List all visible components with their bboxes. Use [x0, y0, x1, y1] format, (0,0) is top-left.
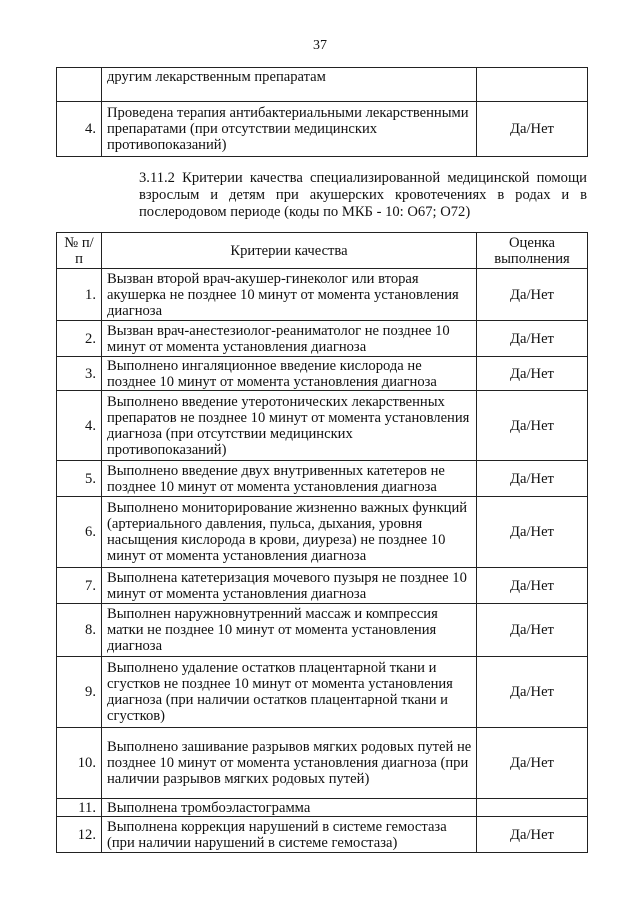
row-number: 5. [57, 461, 102, 497]
row-number: 4. [57, 391, 102, 461]
table-header-row [57, 233, 588, 269]
table-row [57, 657, 588, 728]
evaluation-cell: Да/Нет [477, 728, 588, 799]
table-row [57, 461, 588, 497]
criterion-text: Вызван врач-анестезиолог-реаниматолог не позднее 10 минут от момента установления диагноза [102, 321, 477, 357]
evaluation-cell: Да/Нет [477, 497, 588, 568]
table-row [57, 799, 588, 817]
criterion-text: Выполнен наружновнутренний массаж и компрессия матки не позднее 10 минут от момента установления диагноза [102, 604, 477, 657]
evaluation-cell: Да/Нет [477, 604, 588, 657]
criterion-text: Вызван второй врач-акушер-гинеколог или вторая акушерка не позднее 10 минут от момента установления диагноза [102, 269, 477, 321]
criterion-text: Выполнена тромбоэластограмма [102, 799, 477, 817]
row-number: 12. [57, 817, 102, 853]
row-number: 7. [57, 568, 102, 604]
table-row [57, 604, 588, 657]
criterion-text: Выполнено введение двух внутривенных катетеров не позднее 10 минут от момента установления диагноза [102, 461, 477, 497]
criterion-text: Выполнено ингаляционное введение кислорода не позднее 10 минут от момента установления диагноза [102, 357, 477, 391]
row-number: 9. [57, 657, 102, 728]
evaluation-cell: Да/Нет [477, 657, 588, 728]
row-number: 2. [57, 321, 102, 357]
criterion-text: Выполнена катетеризация мочевого пузыря не позднее 10 минут от момента установления диагноза [102, 568, 477, 604]
criterion-text: Выполнено удаление остатков плацентарной ткани и сгустков не позднее 10 минут от момента установления диагноза (при наличии остатков плацентарной ткани и сгустков) [102, 657, 477, 728]
criterion-text: Проведена терапия антибактериальными лекарственными препаратами (при отсутствии медицинских противопоказаний) [102, 102, 477, 157]
evaluation-cell: Да/Нет [477, 817, 588, 853]
evaluation-cell: Да/Нет [477, 102, 588, 157]
header-number: № п/п [57, 233, 102, 269]
table-row [57, 728, 588, 799]
table-row [57, 321, 588, 357]
evaluation-cell [477, 68, 588, 102]
criterion-text: Выполнена коррекция нарушений в системе гемостаза (при наличии нарушений в системе гемостаза) [102, 817, 477, 853]
header-evaluation: Оценка выполнения [477, 233, 588, 269]
criteria-table [56, 232, 588, 853]
table-row [57, 391, 588, 461]
evaluation-cell: Да/Нет [477, 461, 588, 497]
table-row [57, 102, 588, 157]
criterion-text: Выполнено зашивание разрывов мягких родовых путей не позднее 10 минут от момента установления диагноза (при наличии разрывов мягких родовых путей) [102, 728, 477, 799]
row-number [57, 68, 102, 102]
table-row [57, 817, 588, 853]
evaluation-cell: Да/Нет [477, 321, 588, 357]
table-row [57, 357, 588, 391]
table-row [57, 68, 588, 102]
row-number: 6. [57, 497, 102, 568]
page-number: 37 [313, 38, 327, 53]
row-number: 3. [57, 357, 102, 391]
criterion-text: Выполнено введение утеротонических лекарственных препаратов не позднее 10 минут от момента установления диагноза (при отсутствии медицинских противопоказаний) [102, 391, 477, 461]
table-row [57, 497, 588, 568]
row-number: 8. [57, 604, 102, 657]
evaluation-cell [477, 799, 588, 817]
row-number: 4. [57, 102, 102, 157]
row-number: 10. [57, 728, 102, 799]
criteria-table-continued [56, 67, 588, 157]
row-number: 1. [57, 269, 102, 321]
evaluation-cell: Да/Нет [477, 269, 588, 321]
evaluation-cell: Да/Нет [477, 568, 588, 604]
table-row [57, 568, 588, 604]
section-heading: 3.11.2 Критерии качества специализированной медицинской помощи взрослым и детям при акушерских кровотечениях в родах и в послеродовом периоде (коды по МКБ - 10: O67; O72) [139, 170, 587, 220]
table-row [57, 269, 588, 321]
criterion-text: Выполнено мониторирование жизненно важных функций (артериального давления, пульса, дыхания, уровня насыщения кислорода в крови, диуреза) не позднее 10 минут от момента установления диагноза [102, 497, 477, 568]
criterion-text: другим лекарственным препаратам [102, 68, 477, 102]
row-number: 11. [57, 799, 102, 817]
header-criterion: Критерии качества [102, 233, 477, 269]
evaluation-cell: Да/Нет [477, 391, 588, 461]
evaluation-cell: Да/Нет [477, 357, 588, 391]
